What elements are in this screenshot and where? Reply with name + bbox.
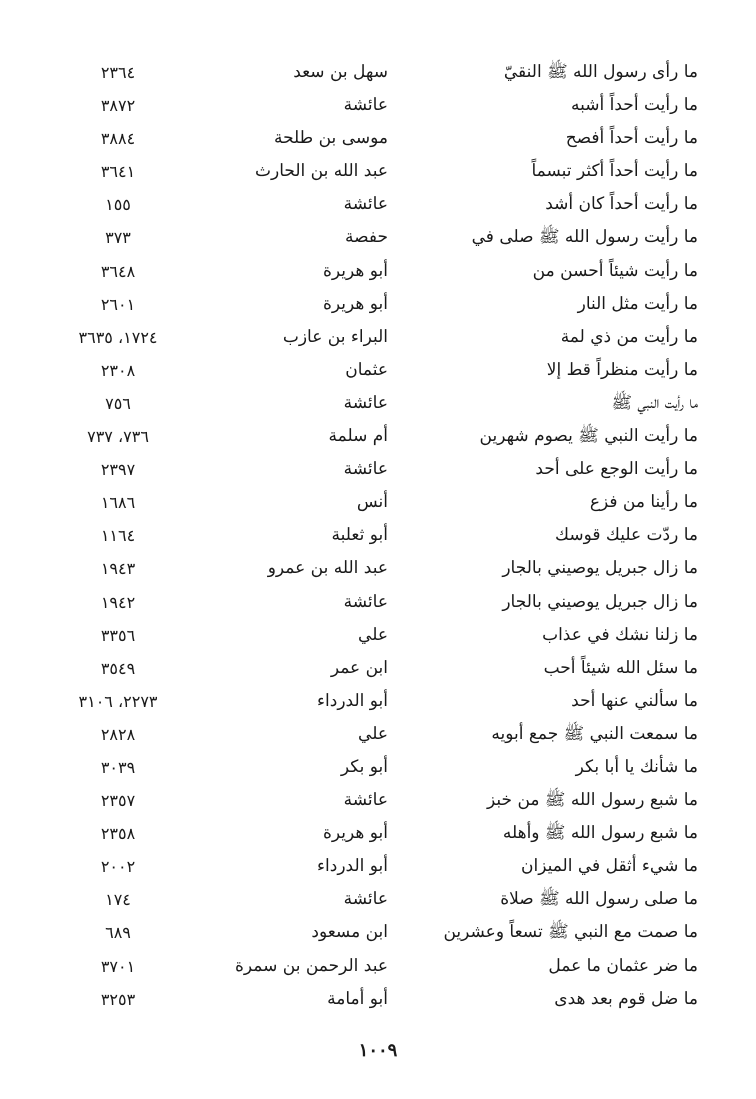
index-row (0, 453, 756, 486)
hadith-number: ١٩٤٢ (100, 592, 136, 612)
narrator-name: عائشة (343, 889, 388, 910)
hadith-opening-text: ما رأيت أحداً أكثر تبسماً (531, 161, 698, 182)
hadith-opening-text: ما رأيت مثل النار (577, 293, 698, 314)
hadith-number: ٣٦٤١ (100, 162, 136, 182)
hadith-opening-text: ما رأيت من ذي لمة (560, 326, 698, 347)
hadith-opening-text: ما زال جبريل يوصيني بالجار (502, 591, 698, 612)
index-row (0, 916, 756, 949)
index-row (0, 486, 756, 519)
hadith-number: ٢٦٠١ (100, 294, 136, 314)
hadith-opening-text: ما رأيت أحداً أفصح (565, 128, 698, 149)
narrator-name: عثمان (345, 359, 388, 380)
narrator-name: عبد الله بن الحارث (255, 161, 388, 182)
hadith-number: ٣٥٤٩ (100, 658, 136, 678)
hadith-number: ٣٨٨٤ (100, 129, 136, 149)
hadith-opening-text: ما رأيت رسول الله ﷺ صلى في (471, 227, 698, 248)
index-row (0, 188, 756, 221)
narrator-name: عبد الرحمن بن سمرة (235, 955, 388, 976)
hadith-opening-text: ما سألني عنها أحد (571, 690, 698, 711)
narrator-name: أبو ثعلبة (331, 525, 388, 546)
narrator-name: ابن مسعود (311, 922, 388, 943)
hadith-number: ١١٦٤ (100, 526, 136, 546)
hadith-opening-text: ما شأنك يا أبا بكر (575, 756, 698, 777)
hadith-opening-text: ما رأيت النبي ﷺ (611, 392, 698, 413)
index-row (0, 519, 756, 552)
index-row (0, 221, 756, 254)
hadith-opening-text: ما ردّت عليك قوسك (555, 525, 698, 546)
hadith-opening-text: ما رأينا من فزع (589, 492, 698, 513)
hadith-number: ٢٣٥٧ (100, 791, 136, 811)
hadith-opening-text: ما صمت مع النبي ﷺ تسعاً وعشرين (443, 922, 698, 943)
index-row (0, 983, 756, 1016)
hadith-opening-text: ما شبع رسول الله ﷺ من خبز (487, 790, 698, 811)
narrator-name: عائشة (343, 194, 388, 215)
hadith-number: ١٥٥ (105, 195, 131, 215)
hadith-number: ٢٣٥٨ (100, 824, 136, 844)
hadith-number: ٢٣٩٧ (100, 460, 136, 480)
narrator-name: عائشة (343, 392, 388, 413)
index-row (0, 685, 756, 718)
index-row (0, 850, 756, 883)
hadith-number: ٣٨٧٢ (100, 96, 136, 116)
hadith-opening-text: ما صلى رسول الله ﷺ صلاة (500, 889, 698, 910)
index-row (0, 354, 756, 387)
narrator-name: أبو هريرة (322, 823, 388, 844)
hadith-opening-text: ما رأيت منظراً قط إلا (546, 359, 698, 380)
narrator-name: حفصة (345, 227, 388, 248)
index-row (0, 552, 756, 585)
index-row (0, 155, 756, 188)
hadith-number: ٣٣٥٦ (100, 625, 136, 645)
narrator-name: أم سلمة (328, 426, 388, 447)
index-row (0, 122, 756, 155)
narrator-name: أبو أمامة (327, 988, 388, 1009)
hadith-number: ٢٢٧٣، ٣١٠٦ (78, 691, 158, 711)
index-row (0, 784, 756, 817)
narrator-name: سهل بن سعد (293, 62, 388, 82)
hadith-index-table (0, 56, 756, 1016)
narrator-name: عائشة (343, 95, 388, 116)
narrator-name: أنس (356, 492, 388, 513)
hadith-opening-text: ما رأيت أحداً كان أشد (545, 194, 698, 215)
narrator-name: علي (358, 723, 388, 744)
hadith-number: ١٧٢٤، ٣٦٣٥ (78, 327, 158, 347)
narrator-name: أبو هريرة (322, 293, 388, 314)
narrator-name: البراء بن عازب (282, 326, 388, 347)
narrator-name: عائشة (343, 790, 388, 811)
index-row (0, 288, 756, 321)
hadith-opening-text: ما شبع رسول الله ﷺ وأهله (502, 823, 698, 844)
hadith-number: ٣٧٣ (105, 228, 131, 248)
narrator-name: أبو الدرداء (317, 690, 388, 711)
hadith-opening-text: ما رأيت أحداً أشبه (571, 95, 698, 116)
hadith-number: ٢٠٠٢ (100, 857, 136, 877)
index-row (0, 89, 756, 122)
index-row (0, 883, 756, 916)
hadith-number: ٣٠٣٩ (100, 757, 136, 777)
hadith-number: ٣٢٥٣ (100, 989, 136, 1009)
hadith-opening-text: ما رأيت النبي ﷺ يصوم شهرين (479, 426, 698, 447)
narrator-name: موسى بن طلحة (273, 128, 388, 149)
hadith-number: ٦٨٩ (105, 923, 131, 943)
index-row (0, 586, 756, 619)
narrator-name: عبد الله بن عمرو (267, 558, 388, 579)
hadith-number: ٧٣٦، ٧٣٧ (87, 427, 149, 447)
index-row (0, 255, 756, 288)
hadith-number: ١٧٤ (105, 890, 131, 910)
hadith-opening-text: ما رأيت الوجع على أحد (535, 459, 698, 480)
index-row (0, 321, 756, 354)
hadith-number: ٧٥٦ (105, 393, 131, 413)
hadith-number: ٢٣٦٤ (100, 63, 136, 82)
index-row (0, 619, 756, 652)
hadith-number: ١٦٨٦ (100, 493, 136, 513)
hadith-number: ٢٣٠٨ (100, 360, 136, 380)
index-row (0, 718, 756, 751)
hadith-number: ٣٦٤٨ (100, 261, 136, 281)
index-row (0, 817, 756, 850)
hadith-number: ١٩٤٣ (100, 559, 136, 579)
hadith-opening-text: ما رأى رسول الله ﷺ النقيّ (503, 62, 698, 82)
index-row (0, 56, 756, 89)
page-number: ١٠٠٩ (358, 1040, 398, 1061)
hadith-opening-text: ما سمعت النبي ﷺ جمع أبويه (491, 723, 698, 744)
narrator-name: أبو الدرداء (317, 856, 388, 877)
hadith-opening-text: ما زال جبريل يوصيني بالجار (502, 558, 698, 579)
hadith-opening-text: ما زلنا نشك في عذاب (542, 624, 698, 645)
hadith-opening-text: ما ضر عثمان ما عمل (548, 955, 698, 976)
narrator-name: عائشة (343, 459, 388, 480)
index-row (0, 751, 756, 784)
index-row (0, 652, 756, 685)
hadith-number: ٢٨٢٨ (100, 724, 136, 744)
hadith-opening-text: ما شيء أثقل في الميزان (521, 856, 698, 877)
index-row (0, 950, 756, 983)
hadith-number: ٣٧٠١ (100, 956, 136, 976)
narrator-name: ابن عمر (330, 657, 388, 678)
hadith-opening-text: ما ضل قوم بعد هدى (554, 988, 698, 1009)
hadith-opening-text: ما رأيت شيئاً أحسن من (532, 260, 698, 281)
narrator-name: علي (358, 624, 388, 645)
hadith-opening-text: ما سئل الله شيئاً أحب (543, 657, 698, 678)
narrator-name: أبو بكر (340, 756, 388, 777)
index-row (0, 387, 756, 420)
index-row (0, 420, 756, 453)
narrator-name: عائشة (343, 591, 388, 612)
narrator-name: أبو هريرة (322, 260, 388, 281)
